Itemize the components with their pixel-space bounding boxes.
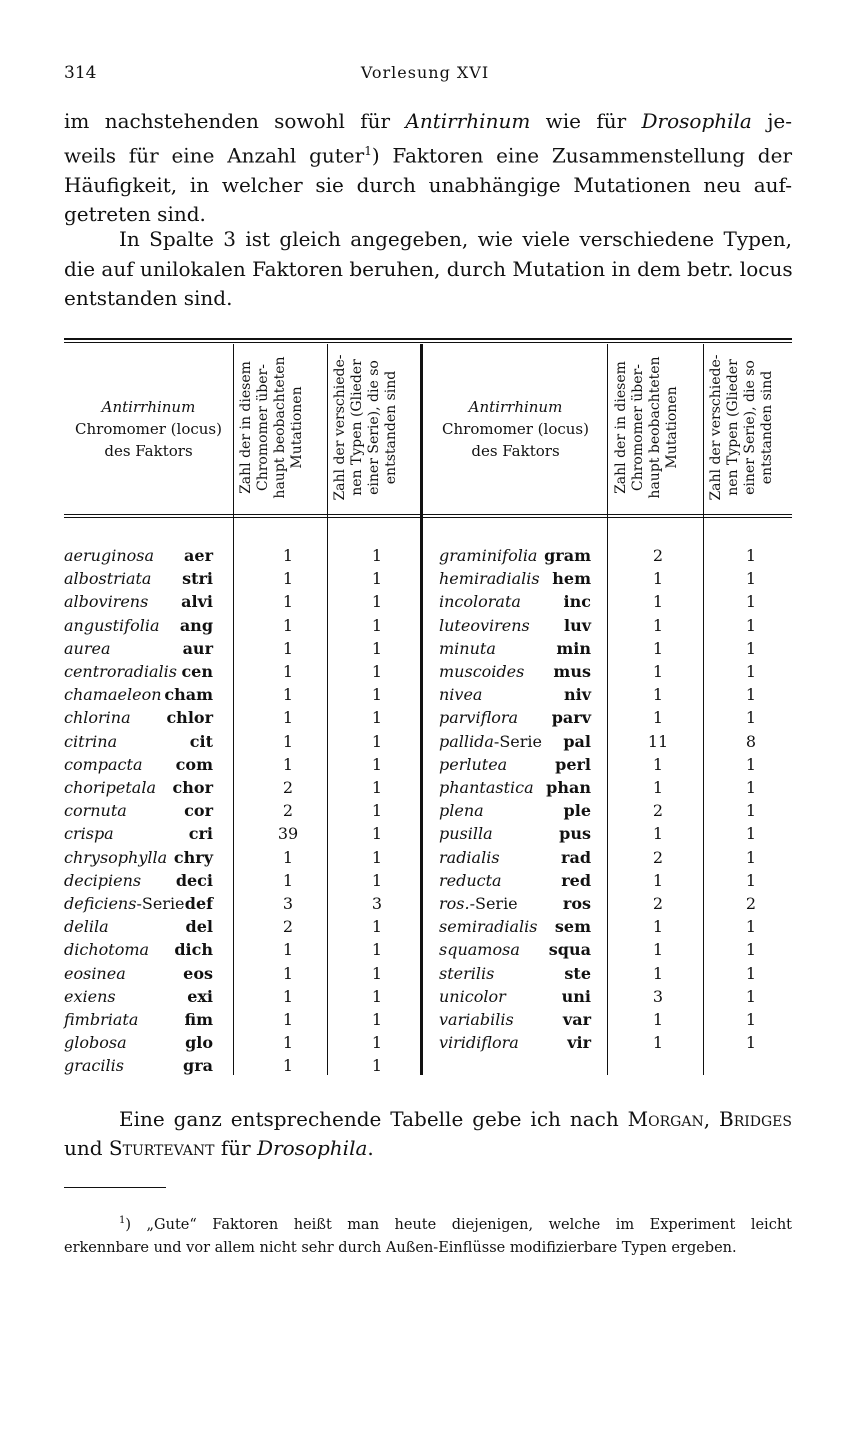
mutation-count: 1 (652, 917, 664, 937)
mutation-count: 1 (652, 940, 664, 960)
mutation-count: 1 (282, 592, 294, 612)
factor-abbreviation: ros (562, 894, 591, 913)
intro-line-3: Häufigkeit, in welcher sie durch unabhängige Mutationen neu auf- (64, 172, 792, 197)
factor-name: decipiens (64, 870, 142, 890)
factor-abbreviation: red (561, 870, 591, 890)
type-count: 1 (745, 986, 757, 1006)
mutation-count: 3 (282, 894, 294, 913)
factor-abbreviation: deci (175, 870, 213, 890)
factor-name: reducta (439, 870, 502, 890)
closing-paragraph (64, 1105, 792, 1163)
factor-abbreviation: fim (184, 1010, 213, 1029)
mutation-count: 1 (282, 1033, 294, 1053)
factor-name: sterilis (439, 963, 495, 983)
type-count: 1 (745, 847, 757, 867)
mutation-count: 1 (282, 685, 294, 705)
type-count: 8 (745, 731, 757, 751)
factor-name: minuta (439, 638, 496, 658)
type-count: 1 (745, 592, 757, 612)
type-count: 1 (745, 1033, 757, 1053)
mutation-count: 1 (282, 615, 294, 635)
factor-abbreviation: inc (563, 592, 591, 612)
factor-abbreviation: stri (182, 569, 213, 589)
closing-line-2: und Sturtevant für Drosophila. (64, 1136, 374, 1160)
table-top-rule-2 (64, 342, 792, 343)
table-row (0, 637, 850, 660)
type-count: 1 (371, 801, 383, 821)
table-row (0, 799, 850, 822)
type-count: 1 (745, 940, 757, 960)
factor-abbreviation: parv (551, 708, 591, 728)
mutation-count: 1 (282, 847, 294, 867)
table-row (0, 962, 850, 985)
factor-name: semiradialis (439, 917, 538, 937)
table-row (0, 846, 850, 869)
p2-line-3: entstanden sind. (64, 286, 233, 310)
type-count: 1 (745, 685, 757, 705)
factor-name: chlorina (64, 708, 131, 728)
factor-abbreviation: chry (173, 847, 213, 867)
mutation-count: 39 (277, 824, 299, 844)
mutation-count: 11 (647, 731, 669, 751)
table-row (0, 706, 850, 729)
running-head: Vorlesung XVI (360, 63, 490, 82)
factor-name: nivea (439, 685, 483, 705)
factor-name: albovirens (64, 592, 149, 612)
factor-name: viridiflora (439, 1033, 519, 1053)
mutation-count: 1 (282, 708, 294, 728)
factor-name: chrysophylla (64, 847, 168, 867)
mutation-count: 1 (652, 638, 664, 658)
mutation-count: 1 (282, 870, 294, 890)
type-count: 1 (745, 546, 757, 565)
factor-abbreviation: hem (552, 569, 591, 589)
mutation-count: 2 (282, 778, 294, 797)
intro-paragraph (64, 107, 792, 230)
factor-abbreviation: glo (185, 1033, 213, 1053)
type-count: 1 (745, 615, 757, 635)
header-bottom-rule-2 (64, 517, 792, 518)
intro-line-2: weils für eine Anzahl guter$^1$) Faktoren eine Zusammenstellung der (64, 143, 792, 168)
mutation-count: 1 (282, 754, 294, 774)
table-row (0, 567, 850, 590)
mutation-count: 1 (652, 824, 664, 844)
type-count: 1 (745, 824, 757, 844)
footnote-line-1: $^1$) „Gute“ Faktoren heißt man heute diejenigen, welche im Experiment leicht (119, 1215, 792, 1233)
p2-line-2: die auf unilokalen Faktoren beruhen, durch Mutation in dem betr. locus (64, 256, 793, 281)
type-count: 1 (371, 963, 383, 983)
type-count: 1 (371, 1010, 383, 1029)
table-row (0, 730, 850, 753)
factor-abbreviation: min (556, 638, 591, 658)
factor-name: incolorata (439, 592, 521, 612)
factor-name: exiens (64, 986, 116, 1006)
type-count: 1 (371, 754, 383, 774)
mutation-count: 1 (652, 615, 664, 635)
type-count: 1 (371, 1033, 383, 1053)
factor-name: plena (439, 801, 484, 821)
factor-abbreviation: gram (544, 546, 591, 565)
mutation-count: 2 (652, 847, 664, 867)
factor-abbreviation: perl (555, 754, 591, 774)
intro-line-4: getreten sind. (64, 202, 206, 227)
factor-name: chamaeleon (64, 685, 162, 705)
type-count: 1 (371, 778, 383, 797)
table-row (0, 892, 850, 915)
factor-abbreviation: pus (559, 824, 591, 844)
mutation-count: 2 (282, 801, 294, 821)
mutation-count: 1 (652, 870, 664, 890)
table-row (0, 1054, 850, 1077)
mutation-count: 2 (652, 546, 664, 565)
factor-name: citrina (64, 731, 118, 751)
mutation-count: 1 (282, 662, 294, 681)
factor-name: ros.-Serie (439, 894, 518, 913)
type-count: 1 (745, 754, 757, 774)
mutation-count: 1 (652, 778, 664, 797)
type-count: 1 (745, 778, 757, 797)
footnote-line-2: erkennbare und vor allem nicht sehr durch Außen-Einflüsse modifizierbare Typen ergeben. (64, 1239, 737, 1256)
factor-name: gracilis (64, 1056, 124, 1076)
table-row (0, 660, 850, 683)
table-row (0, 822, 850, 845)
mutation-count: 1 (652, 569, 664, 589)
mutation-count: 1 (652, 592, 664, 612)
factor-abbreviation: ste (564, 963, 591, 983)
mutation-count: 1 (282, 940, 294, 960)
factor-abbreviation: gra (183, 1056, 213, 1076)
factor-abbreviation: mus (553, 662, 591, 681)
table-row (0, 753, 850, 776)
type-count: 1 (745, 917, 757, 937)
factor-name: hemiradialis (439, 569, 540, 589)
mutation-count: 1 (652, 1033, 664, 1053)
table-row (0, 985, 850, 1008)
closing-line-1: Eine ganz entsprechende Tabelle gebe ich nach Morgan, Bridges (119, 1107, 792, 1131)
factor-abbreviation: var (562, 1010, 591, 1029)
type-count: 1 (745, 963, 757, 983)
mutation-count: 2 (282, 917, 294, 937)
factor-name: dichotoma (64, 940, 150, 960)
type-count: 1 (371, 1056, 383, 1076)
factor-abbreviation: niv (563, 685, 591, 705)
table-row (0, 1031, 850, 1054)
factor-name: muscoides (439, 662, 525, 681)
factor-abbreviation: dich (174, 940, 213, 960)
mutation-count: 1 (282, 546, 294, 565)
factor-abbreviation: ple (563, 801, 591, 821)
factor-name: perlutea (439, 754, 508, 774)
factor-abbreviation: com (175, 754, 213, 774)
factor-name: aurea (64, 638, 111, 658)
table-row (0, 938, 850, 961)
factor-abbreviation: cri (188, 824, 213, 844)
intro-paragraph-2 (64, 225, 792, 314)
left-header-types: Zahl der verschiede- nen Typen (Glieder einer Serie), die so entstanden sind (332, 354, 399, 501)
left-header-locus: Antirrhinum Chromomer (locus) des Faktors (75, 398, 222, 460)
footnote-ref: 1 (364, 143, 372, 158)
factor-name: angustifolia (64, 615, 160, 635)
table-top-rule (64, 338, 792, 340)
factor-abbreviation: aur (182, 638, 213, 658)
factor-name: cornuta (64, 801, 127, 821)
mutation-count: 1 (282, 569, 294, 589)
type-count: 1 (371, 546, 383, 565)
type-count: 1 (371, 638, 383, 658)
table-row (0, 683, 850, 706)
factor-name: luteovirens (439, 615, 530, 635)
page-number: 314 (64, 63, 97, 83)
factor-name: choripetala (64, 778, 156, 797)
mutation-count: 3 (652, 986, 664, 1006)
p2-line-1: In Spalte 3 ist gleich angegeben, wie viele verschiedene Typen, (119, 227, 792, 251)
factor-name: radialis (439, 847, 500, 867)
factor-abbreviation: del (185, 917, 213, 937)
factor-name: phantastica (439, 778, 534, 797)
factor-abbreviation: pal (563, 731, 591, 751)
table-row (0, 776, 850, 799)
factor-abbreviation: uni (561, 986, 591, 1006)
factor-abbreviation: rad (561, 847, 591, 867)
factor-abbreviation: def (184, 894, 213, 913)
mutation-count: 1 (652, 963, 664, 983)
factor-name: centroradialis (64, 662, 177, 681)
type-count: 1 (371, 824, 383, 844)
type-count: 1 (745, 801, 757, 821)
left-header-mutations: Zahl der in diesem Chromomer über- haupt beobachteten Mutationen (238, 356, 305, 499)
table-row (0, 590, 850, 613)
factor-abbreviation: exi (187, 986, 213, 1006)
intro-line-1: im nachstehenden sowohl für Antirrhinum wie für Drosophila je- (64, 109, 792, 133)
mutation-count: 1 (282, 1056, 294, 1076)
table-row (0, 544, 850, 567)
factor-abbreviation: vir (567, 1033, 591, 1053)
factor-abbreviation: chor (172, 778, 213, 797)
mutation-count: 2 (652, 801, 664, 821)
mutation-count: 1 (282, 638, 294, 658)
factor-name: graminifolia (439, 546, 538, 565)
mutation-count: 2 (652, 894, 664, 913)
type-count: 1 (745, 569, 757, 589)
table-row (0, 869, 850, 892)
mutation-count: 1 (652, 754, 664, 774)
factor-name: crispa (64, 824, 114, 844)
factor-name: eosinea (64, 963, 126, 983)
factor-name: parviflora (439, 708, 519, 728)
footnote-rule (64, 1187, 166, 1188)
type-count: 1 (371, 986, 383, 1006)
footnote (64, 1209, 792, 1260)
factor-name: unicolor (439, 986, 506, 1006)
type-count: 2 (745, 894, 757, 913)
mutation-count: 1 (282, 731, 294, 751)
factor-abbreviation: phan (546, 778, 591, 797)
type-count: 1 (371, 569, 383, 589)
type-count: 1 (371, 917, 383, 937)
type-count: 1 (371, 940, 383, 960)
type-count: 1 (745, 870, 757, 890)
type-count: 1 (745, 662, 757, 681)
table-row (0, 915, 850, 938)
factor-name: pallida-Serie (439, 731, 542, 751)
type-count: 1 (371, 592, 383, 612)
right-header-types: Zahl der verschiede- nen Typen (Glieder einer Serie), die so entstanden sind (708, 354, 775, 501)
type-count: 1 (745, 638, 757, 658)
factor-name: delila (64, 917, 109, 937)
factor-abbreviation: aer (184, 546, 213, 565)
factor-abbreviation: sem (554, 917, 591, 937)
header-bottom-rule (64, 514, 792, 515)
type-count: 1 (371, 870, 383, 890)
mutation-count: 1 (282, 986, 294, 1006)
factor-name: globosa (64, 1033, 127, 1053)
type-count: 1 (371, 708, 383, 728)
factor-name: aeruginosa (64, 546, 155, 565)
factor-abbreviation: ang (179, 615, 213, 635)
mutation-count: 1 (652, 685, 664, 705)
table-row (0, 1008, 850, 1031)
table-row (0, 614, 850, 637)
factor-abbreviation: eos (183, 963, 213, 983)
mutation-count: 1 (652, 1010, 664, 1029)
mutation-count: 1 (652, 662, 664, 681)
factor-abbreviation: cham (164, 685, 213, 705)
factor-abbreviation: luv (563, 615, 591, 635)
type-count: 1 (371, 731, 383, 751)
factor-name: deficiens-Serie (64, 894, 185, 913)
factor-name: albostriata (64, 569, 152, 589)
factor-name: squamosa (439, 940, 520, 960)
type-count: 1 (371, 685, 383, 705)
factor-abbreviation: cit (189, 731, 213, 751)
type-count: 1 (371, 847, 383, 867)
type-count: 1 (745, 708, 757, 728)
type-count: 1 (371, 662, 383, 681)
factor-abbreviation: chlor (166, 708, 213, 728)
right-header-mutations: Zahl der in diesem Chromomer über- haupt beobachteten Mutationen (613, 356, 680, 499)
factor-abbreviation: alvi (181, 592, 213, 612)
factor-abbreviation: cor (184, 801, 213, 821)
factor-name: compacta (64, 754, 143, 774)
type-count: 1 (371, 615, 383, 635)
factor-name: variabilis (439, 1010, 514, 1029)
type-count: 3 (371, 894, 383, 913)
type-count: 1 (745, 1010, 757, 1029)
factor-name: fimbriata (64, 1010, 139, 1029)
mutation-count: 1 (282, 1010, 294, 1029)
mutation-count: 1 (282, 963, 294, 983)
right-header-locus: Antirrhinum Chromomer (locus) des Faktors (442, 398, 589, 460)
factor-abbreviation: squa (548, 940, 591, 960)
mutation-count: 1 (652, 708, 664, 728)
factor-name: pusilla (439, 824, 493, 844)
factor-abbreviation: cen (181, 662, 213, 681)
